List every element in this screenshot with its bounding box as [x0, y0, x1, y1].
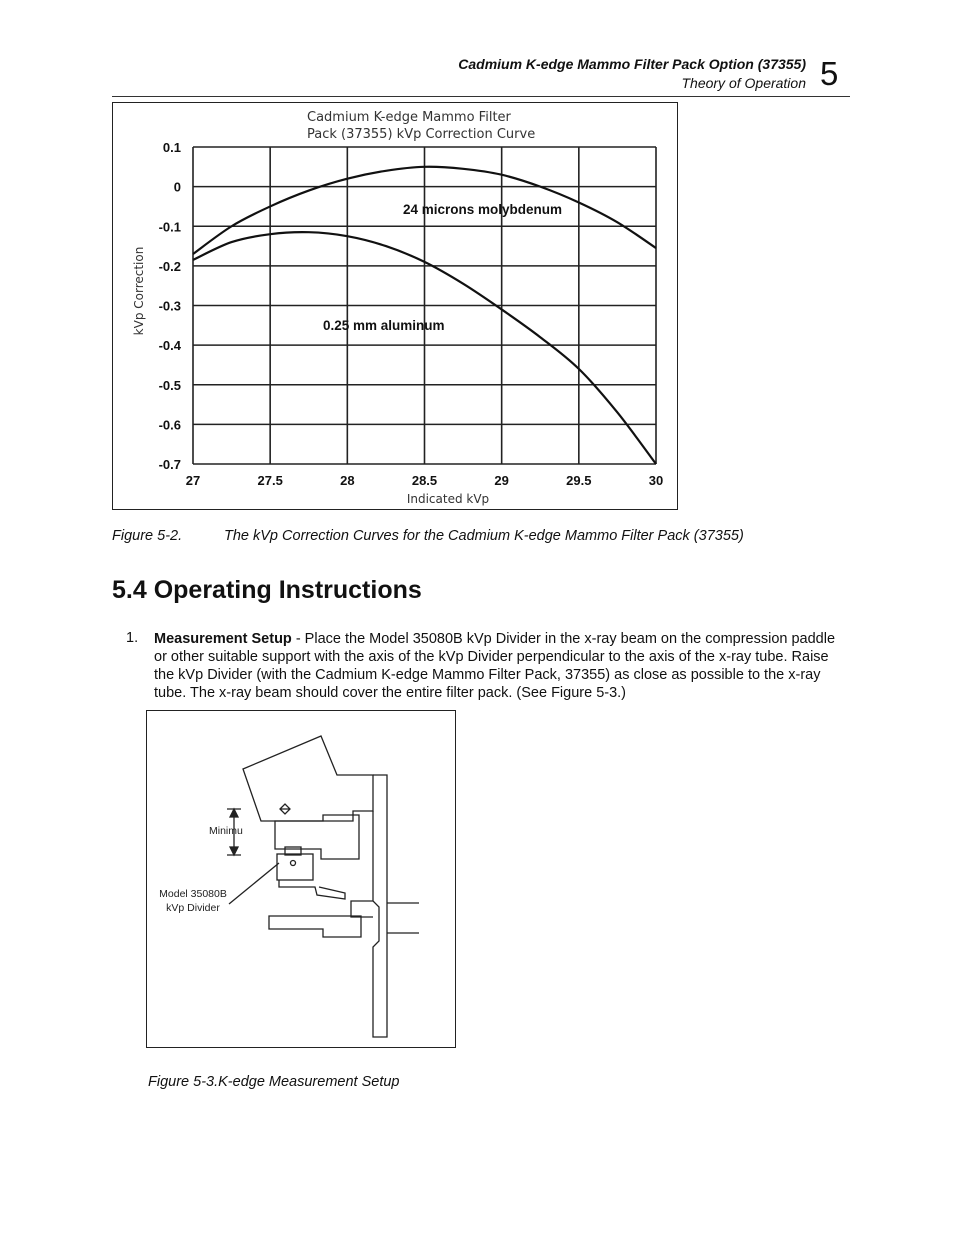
x-tick-label: 27 [185, 473, 201, 488]
y-tick-label: 0 [173, 179, 181, 195]
minimum-label: Minimu [209, 825, 243, 837]
header-divider [112, 96, 850, 97]
y-tick-label: -0.4 [158, 338, 181, 354]
step-paragraph [154, 630, 844, 702]
figure-5-3-caption [148, 1074, 399, 1090]
y-tick-label: 0.1 [162, 140, 181, 155]
divider-label-line2: kVp Divider [166, 902, 220, 914]
x-tick-label: 27.5 [257, 473, 283, 488]
x-tick-label: 28.5 [411, 473, 438, 488]
x-tick-label: 30 [648, 473, 664, 488]
header-title: Cadmium K-edge Mammo Filter Pack Option (37355) [458, 56, 806, 72]
figure-5-3-text: K-edge Measurement Setup [218, 1074, 400, 1090]
figure-5-2-number: Figure 5-2. [112, 528, 183, 544]
y-tick-label: -0.5 [158, 377, 181, 393]
chapter-number: 5 [820, 55, 839, 92]
y-tick-label: -0.3 [158, 298, 181, 314]
measurement-setup-diagram [146, 710, 456, 1048]
x-tick-label: 28 [340, 473, 355, 488]
series-aluminum-label: 0.25 mm aluminum [323, 318, 445, 333]
rail-stub [387, 903, 419, 933]
y-tick-label: -0.7 [158, 457, 181, 472]
section-heading: 5.4 Operating Instructions [112, 576, 422, 604]
x-tick-label: 29 [494, 473, 509, 488]
step-text: - Place the Model 35080B kVp Divider in the x-ray beam on the compression paddle or other suitable support with the axis of the kVp Divider perpendicular to the axis of the x-ray tube. Raise the kVp Divider (with the Cadmium K-edge Mammo Filter Pack, 37355) as close as possible to the x-ray tube. The x-ray beam should cover the entire filter pack. (See Figure 5-3.) [154, 631, 836, 701]
focal-spot-marker [280, 804, 290, 814]
y-tick-label: -0.6 [158, 417, 181, 433]
figure-5-2-text: The kVp Correction Curves for the Cadmium K-edge Mammo Filter Pack (37355) [224, 528, 744, 544]
support-arm [279, 880, 345, 899]
header-subtitle: Theory of Operation [681, 75, 806, 91]
y-axis-label: kVp Correction [132, 246, 146, 336]
kvp-correction-chart [112, 102, 678, 510]
y-tick-label: -0.1 [158, 219, 181, 235]
x-axis-label: Indicated kVp [406, 492, 490, 506]
stand-column [373, 775, 387, 1037]
figure-5-2-caption [112, 528, 744, 544]
xray-tube-housing [243, 736, 373, 821]
x-tick-label: 29.5 [566, 473, 592, 488]
divider-leader-line [229, 863, 279, 904]
chart-title-line: Cadmium K-edge Mammo Filter [307, 110, 511, 125]
kvp-divider [277, 854, 313, 880]
chart-title-line: Pack (37355) kVp Correction Curve [307, 127, 536, 142]
step-number: 1. [126, 630, 139, 646]
figure-5-3-number: Figure 5-3. [148, 1074, 219, 1090]
divider-label-line1: Model 35080B [159, 888, 227, 900]
series-molybdenum-label: 24 microns molybdenum [403, 202, 563, 217]
step-lead: Measurement Setup [154, 631, 292, 647]
setup-drawing [147, 711, 455, 1047]
y-tick-label: -0.2 [158, 258, 181, 274]
compression-paddle [269, 916, 361, 937]
chart-canvas [113, 103, 677, 509]
